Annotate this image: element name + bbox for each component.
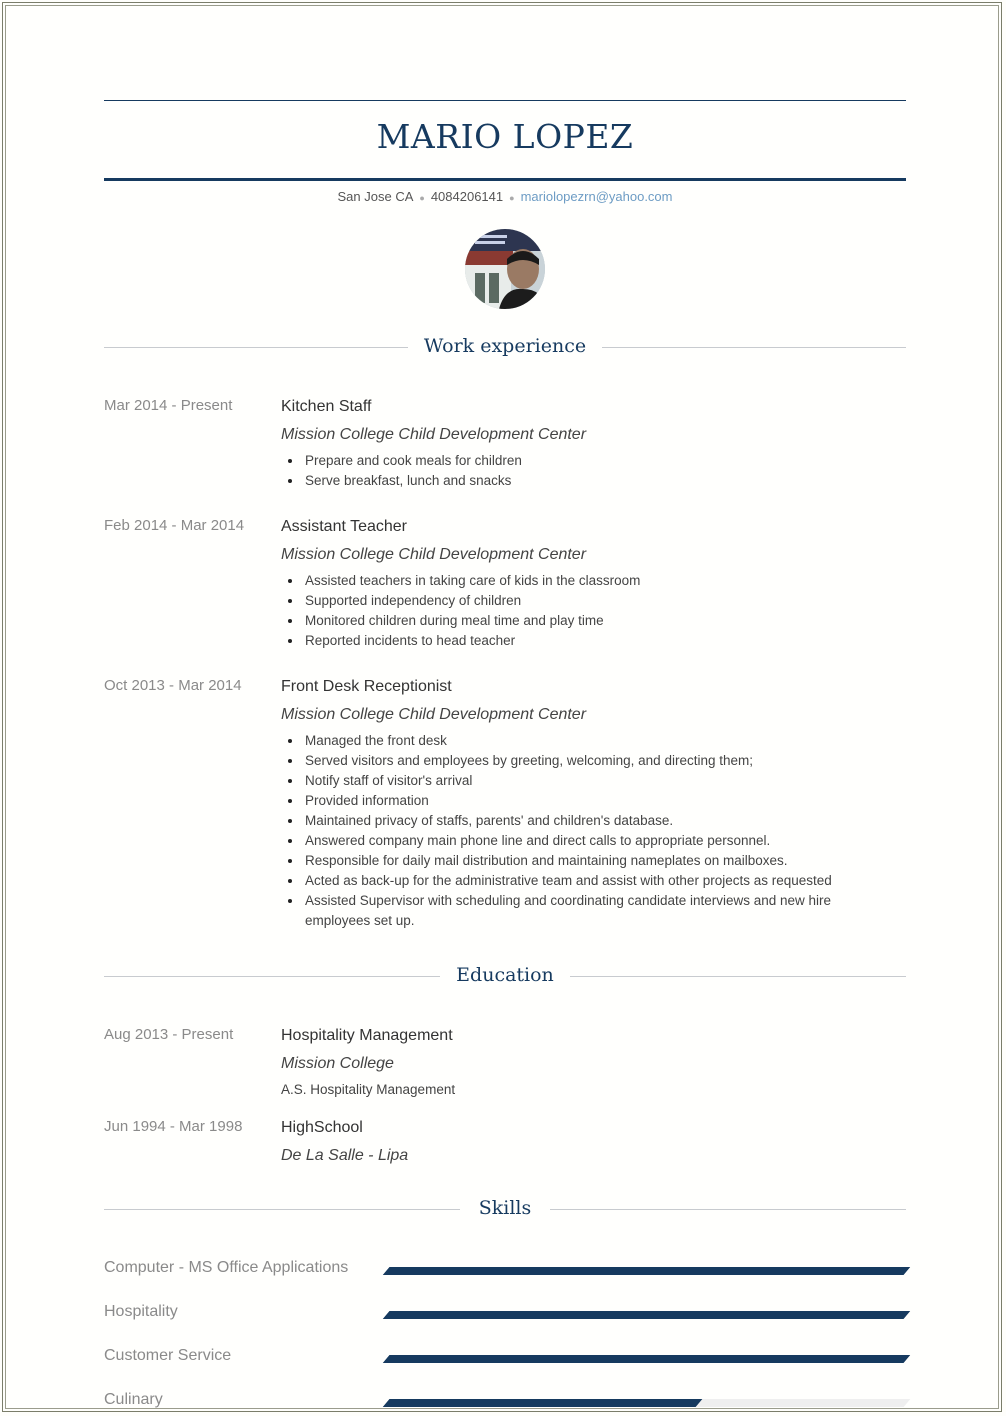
bullet-item: Responsible for daily mail distribution and maintaining nameplates on mailboxes. (305, 851, 901, 871)
skill-row (104, 1303, 914, 1325)
header-top-rule (104, 100, 906, 101)
avatar (465, 229, 545, 309)
entry-organization: Mission College Child Development Center (281, 546, 587, 563)
candidate-name: MARIO LOPEZ (376, 117, 634, 156)
skill-row (104, 1259, 914, 1281)
skill-label: Computer - MS Office Applications (104, 1259, 349, 1276)
bullet-item: Prepare and cook meals for children (305, 451, 901, 471)
skill-level-bar (383, 1355, 911, 1363)
skill-label: Culinary (104, 1391, 163, 1408)
entry-date: Oct 2013 - Mar 2014 (104, 677, 242, 694)
entry-date: Aug 2013 - Present (104, 1026, 234, 1043)
entry-role: Assistant Teacher (281, 518, 407, 535)
skill-level-fill (383, 1355, 911, 1363)
bullet-item: Managed the front desk (305, 731, 901, 751)
entry-date: Feb 2014 - Mar 2014 (104, 517, 245, 534)
entry-school: Mission College (281, 1055, 394, 1072)
skill-level-fill (383, 1311, 911, 1319)
skill-level-bar (383, 1267, 911, 1275)
entry-organization: Mission College Child Development Center (281, 426, 587, 443)
bullet-item: Monitored children during meal time and play time (305, 611, 901, 631)
skill-level-fill (383, 1267, 911, 1275)
entry-bullets (281, 451, 901, 491)
separator-dot-icon: ● (509, 192, 515, 203)
divider (570, 976, 906, 977)
bullet-item: Notify staff of visitor's arrival (305, 771, 901, 791)
skill-row (104, 1347, 914, 1369)
entry-role: Kitchen Staff (281, 398, 372, 415)
entry-bullets (281, 731, 901, 931)
skill-level-bar (383, 1399, 911, 1407)
section-title: Skills (478, 1197, 532, 1219)
bullet-item: Acted as back-up for the administrative team and assist with other projects as requested (305, 871, 901, 891)
bullet-item: Assisted Supervisor with scheduling and coordinating candidate interviews and new hire employees set up. (305, 891, 885, 931)
entry-degree: Hospitality Management (281, 1027, 453, 1044)
header-bottom-rule (104, 178, 906, 181)
bullet-item: Serve breakfast, lunch and snacks (305, 471, 901, 491)
skills-header (104, 1197, 906, 1221)
divider (550, 1209, 906, 1210)
section-title: Education (456, 964, 554, 986)
bullet-item: Provided information (305, 791, 901, 811)
profile-photo-icon (465, 229, 545, 309)
entry-role: Front Desk Receptionist (281, 678, 452, 695)
contact-line (104, 189, 906, 204)
bullet-item: Supported independency of children (305, 591, 901, 611)
entry-detail: A.S. Hospitality Management (281, 1082, 456, 1097)
section-title: Work experience (423, 335, 587, 357)
skill-label: Hospitality (104, 1303, 178, 1320)
bullet-item: Maintained privacy of staffs, parents' and children's database. (305, 811, 901, 831)
bullet-item: Reported incidents to head teacher (305, 631, 901, 651)
skill-label: Customer Service (104, 1347, 232, 1364)
entry-degree: HighSchool (281, 1119, 363, 1136)
bullet-item: Assisted teachers in taking care of kids in the classroom (305, 571, 901, 591)
entry-school: De La Salle - Lipa (281, 1147, 409, 1164)
divider (602, 347, 906, 348)
entry-organization: Mission College Child Development Center (281, 706, 587, 723)
bullet-item: Answered company main phone line and direct calls to appropriate personnel. (305, 831, 901, 851)
location: San Jose CA (337, 189, 414, 204)
entry-date: Jun 1994 - Mar 1998 (104, 1118, 243, 1135)
entry-bullets (281, 571, 901, 651)
skill-level-bar (383, 1311, 911, 1319)
entry-date: Mar 2014 - Present (104, 397, 233, 414)
phone: 4084206141 (430, 189, 504, 204)
skill-row (104, 1391, 914, 1413)
separator-dot-icon: ● (419, 192, 425, 203)
email-link[interactable]: mariolopezrn@yahoo.com (520, 189, 673, 204)
bullet-item: Served visitors and employees by greeting, welcoming, and directing them; (305, 751, 901, 771)
education-header (104, 964, 906, 988)
skill-level-fill (383, 1399, 702, 1407)
resume-page (2, 2, 1002, 1412)
work-experience-header (104, 335, 906, 359)
